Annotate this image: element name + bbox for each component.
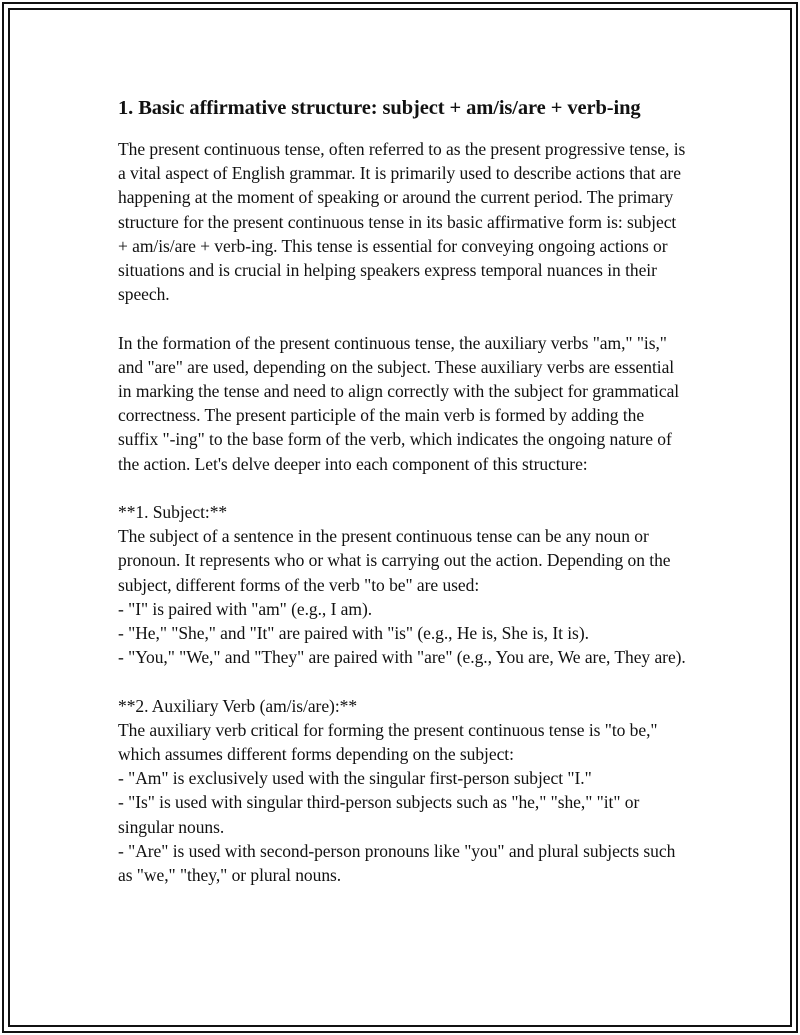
section-heading: 1. Basic affirmative structure: subject + am/is/are + verb-ing [118,97,641,119]
list-item: - "He," "She," and "It" are paired with "is" (e.g., He is, She is, It is). [118,623,589,644]
document-body [118,94,688,887]
subsection-subject [118,500,688,669]
formation-paragraph: In the formation of the present continuous tense, the auxiliary verbs "am," "is," and "are" are used, depending on the subject. These auxiliary verbs are essential in marking the tense and need to align correctly with the subject for grammatical correctness. The present participle of the main verb is formed by adding the suffix "-ing" to the base form of the verb, which indicates the ongoing nature of the action. Let's delve deeper into each component of this structure: [118,332,680,474]
subsection-auxiliary [118,694,688,888]
subsection-title: **2. Auxiliary Verb (am/is/are):** [118,695,358,716]
list-item: - "I" is paired with "am" (e.g., I am). [118,598,373,619]
list-item: - "Are" is used with second-person pronouns like "you" and plural subjects such as "we," "they," or plural nouns. [118,840,676,886]
list-item: - "Am" is exclusively used with the singular first-person subject "I." [118,768,592,789]
subsection-text: The auxiliary verb critical for forming the present continuous tense is "to be," which assumes different forms depending on the subject: [118,719,658,765]
list-item: - "You," "We," and "They" are paired with "are" (e.g., You are, We are, They are). [118,647,686,668]
paragraph-gap [118,669,688,693]
paragraph-gap [118,476,688,500]
intro-paragraph: The present continuous tense, often referred to as the present progressive tense, is a vital aspect of English grammar. It is primarily used to describe actions that are happening at the moment of speaking or around the current period. The primary structure for the present continuous tense in its basic affirmative form is: subject + am/is/are + verb-ing. This tense is essential for conveying ongoing actions or situations and is crucial in helping speakers express temporal nuances in their speech. [118,139,686,305]
subsection-title: **1. Subject:** [118,502,228,523]
subsection-text: The subject of a sentence in the present continuous tense can be any noun or pronoun. It represents who or what is carrying out the action. Depending on the subject, different forms of the verb "to be" are used: [118,526,671,595]
list-item: - "Is" is used with singular third-person subjects such as "he," "she," "it" or singular nouns. [118,792,640,837]
paragraph-gap [118,306,688,330]
